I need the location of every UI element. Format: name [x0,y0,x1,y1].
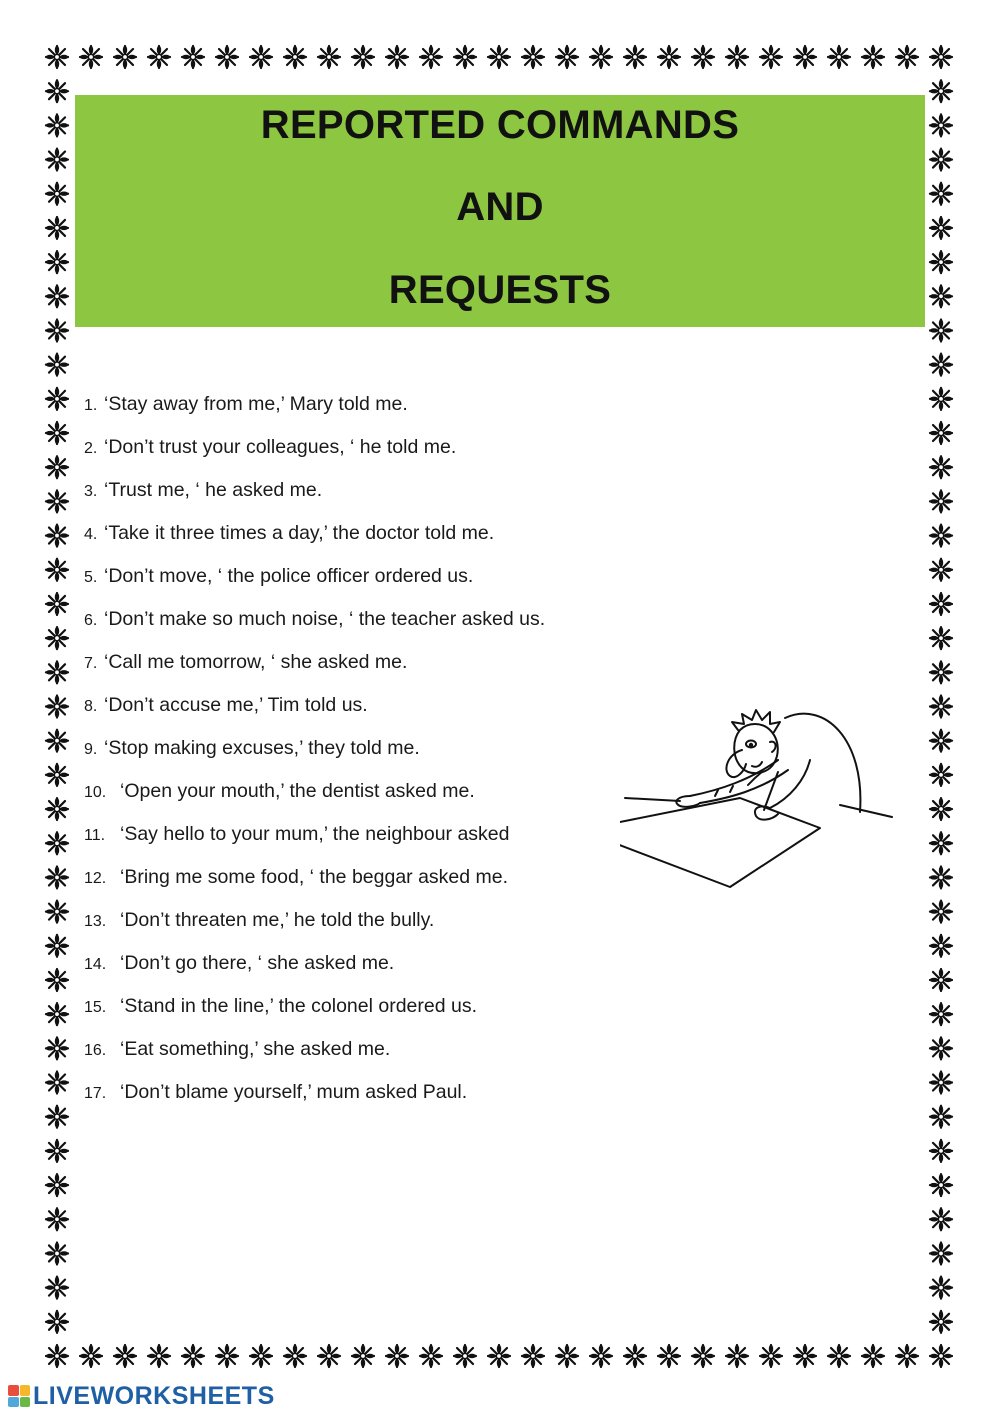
sentence-number: 12. [84,870,107,887]
asterisk-flower-icon [46,1174,68,1196]
asterisk-flower-icon [930,1174,952,1196]
asterisk-flower-icon [46,524,68,546]
asterisk-flower-icon [930,935,952,957]
asterisk-flower-icon [930,1037,952,1059]
asterisk-flower-icon [930,559,952,581]
asterisk-flower-icon [46,1037,68,1059]
asterisk-flower-icon [930,661,952,683]
asterisk-flower-icon [46,456,68,478]
asterisk-flower-icon [658,1345,680,1367]
sentence-number: 2. [84,440,98,457]
asterisk-flower-icon [46,285,68,307]
sentence-text: ‘Say hello to your mum,’ the neighbour asked [120,823,510,845]
asterisk-flower-icon [930,832,952,854]
asterisk-flower-icon [46,1140,68,1162]
title-line-1: REPORTED COMMANDS [260,103,740,147]
title-line-3: REQUESTS [388,268,612,312]
asterisk-flower-icon [488,46,510,68]
asterisk-flower-icon [522,46,544,68]
sentence-number: 14. [84,956,107,973]
asterisk-flower-icon [930,1071,952,1093]
asterisk-flower-icon [760,1345,782,1367]
asterisk-flower-icon [46,148,68,170]
sentence-number: 1. [84,397,98,414]
asterisk-flower-icon [930,866,952,888]
sentence-text: ‘Don’t make so much noise, ‘ the teacher asked us. [104,608,546,630]
asterisk-flower-icon [930,1311,952,1333]
asterisk-flower-icon [46,217,68,239]
logo-squares-icon [8,1385,30,1407]
asterisk-flower-icon [930,148,952,170]
asterisk-flower-icon [46,729,68,751]
asterisk-flower-icon [80,46,102,68]
asterisk-flower-icon [46,114,68,136]
title-line-2: AND [456,185,544,229]
asterisk-flower-icon [182,1345,204,1367]
asterisk-flower-icon [930,1208,952,1230]
title-banner [75,95,925,327]
sentence-number: 8. [84,698,98,715]
sentence-number: 5. [84,569,98,586]
sentence-text: ‘Stand in the line,’ the colonel ordered us. [120,995,478,1017]
sentence-item [84,1033,604,1076]
asterisk-flower-icon [46,183,68,205]
sentence-item [84,646,604,689]
asterisk-flower-icon [930,1345,952,1367]
asterisk-flower-icon [692,1345,714,1367]
sentence-text: ‘Trust me, ‘ he asked me. [104,479,323,501]
asterisk-flower-icon [794,1345,816,1367]
sentence-number: 11. [84,827,106,844]
asterisk-flower-icon [930,80,952,102]
asterisk-flower-icon [46,832,68,854]
sentence-number: 9. [84,741,98,758]
sentence-item [84,1076,604,1119]
asterisk-flower-icon [386,1345,408,1367]
asterisk-flower-icon [930,319,952,341]
sentence-item [84,818,604,861]
asterisk-flower-icon [420,1345,442,1367]
asterisk-flower-icon [692,46,714,68]
asterisk-flower-icon [46,695,68,717]
sentence-text: ‘Don’t move, ‘ the police officer ordered us. [104,565,474,587]
asterisk-flower-icon [46,764,68,786]
asterisk-flower-icon [46,593,68,615]
asterisk-flower-icon [930,422,952,444]
sentence-number: 10. [84,784,107,801]
asterisk-flower-icon [862,1345,884,1367]
asterisk-flower-icon [930,593,952,615]
asterisk-flower-icon [250,46,272,68]
man-writing-illustration [620,700,900,890]
sentence-number: 6. [84,612,98,629]
asterisk-flower-icon [318,46,340,68]
asterisk-flower-icon [46,251,68,273]
sentence-item [84,947,604,990]
asterisk-flower-icon [624,1345,646,1367]
sentence-text: ‘Bring me some food, ‘ the beggar asked me. [120,866,509,888]
sentence-item [84,861,604,904]
asterisk-flower-icon [590,46,612,68]
asterisk-flower-icon [726,1345,748,1367]
sentence-item [84,431,604,474]
asterisk-flower-icon [726,46,748,68]
asterisk-flower-icon [930,490,952,512]
liveworksheets-logo [8,1381,275,1411]
asterisk-flower-icon [216,1345,238,1367]
asterisk-flower-icon [556,1345,578,1367]
asterisk-flower-icon [794,46,816,68]
asterisk-flower-icon [46,353,68,375]
asterisk-flower-icon [114,46,136,68]
sentence-text: ‘Stop making excuses,’ they told me. [104,737,420,759]
sentence-item [84,474,604,517]
sentence-item [84,904,604,947]
sentence-item [84,689,604,732]
sentence-number: 13. [84,913,107,930]
asterisk-flower-icon [896,46,918,68]
asterisk-flower-icon [284,46,306,68]
asterisk-flower-icon [148,1345,170,1367]
asterisk-flower-icon [46,1242,68,1264]
sentence-list [84,388,604,1119]
sentence-item [84,603,604,646]
asterisk-flower-icon [114,1345,136,1367]
sentence-item [84,517,604,560]
asterisk-flower-icon [930,251,952,273]
sentence-number: 16. [84,1042,107,1059]
asterisk-flower-icon [46,627,68,649]
asterisk-flower-icon [930,1003,952,1025]
asterisk-flower-icon [46,1208,68,1230]
sentence-number: 15. [84,999,107,1016]
sentence-text: ‘Don’t blame yourself,’ mum asked Paul. [120,1081,468,1103]
asterisk-flower-icon [352,1345,374,1367]
asterisk-flower-icon [46,490,68,512]
asterisk-flower-icon [46,319,68,341]
asterisk-flower-icon [46,46,68,68]
asterisk-flower-icon [930,285,952,307]
asterisk-flower-icon [46,1106,68,1128]
asterisk-flower-icon [46,866,68,888]
asterisk-flower-icon [624,46,646,68]
sentence-item [84,732,604,775]
asterisk-flower-icon [930,388,952,410]
sentence-item [84,560,604,603]
asterisk-flower-icon [454,46,476,68]
asterisk-flower-icon [930,46,952,68]
asterisk-flower-icon [46,1276,68,1298]
sentence-text: ‘Open your mouth,’ the dentist asked me. [120,780,475,802]
asterisk-flower-icon [930,1276,952,1298]
asterisk-flower-icon [46,900,68,922]
asterisk-flower-icon [46,661,68,683]
asterisk-flower-icon [930,1106,952,1128]
asterisk-flower-icon [284,1345,306,1367]
sentence-item [84,990,604,1033]
asterisk-flower-icon [420,46,442,68]
sentence-number: 17. [84,1085,107,1102]
asterisk-flower-icon [318,1345,340,1367]
sentence-text: ‘Take it three times a day,’ the doctor told me. [104,522,495,544]
asterisk-flower-icon [556,46,578,68]
asterisk-flower-icon [930,353,952,375]
sentence-text: ‘Call me tomorrow, ‘ she asked me. [104,651,408,673]
asterisk-flower-icon [930,183,952,205]
asterisk-flower-icon [352,46,374,68]
asterisk-flower-icon [930,764,952,786]
asterisk-flower-icon [930,456,952,478]
asterisk-flower-icon [930,695,952,717]
asterisk-flower-icon [896,1345,918,1367]
sentence-item [84,388,604,431]
asterisk-flower-icon [862,46,884,68]
sentence-number: 7. [84,655,98,672]
asterisk-flower-icon [46,559,68,581]
asterisk-flower-icon [828,1345,850,1367]
asterisk-flower-icon [454,1345,476,1367]
asterisk-flower-icon [488,1345,510,1367]
sentence-number: 3. [84,483,98,500]
asterisk-flower-icon [46,422,68,444]
sentence-text: ‘Don’t go there, ‘ she asked me. [120,952,395,974]
asterisk-flower-icon [46,798,68,820]
sentence-item [84,775,604,818]
sentence-text: ‘Stay away from me,’ Mary told me. [104,393,408,415]
asterisk-flower-icon [46,1071,68,1093]
asterisk-flower-icon [760,46,782,68]
asterisk-flower-icon [46,388,68,410]
asterisk-flower-icon [930,217,952,239]
asterisk-flower-icon [930,114,952,136]
asterisk-flower-icon [46,1003,68,1025]
asterisk-flower-icon [46,1345,68,1367]
asterisk-flower-icon [182,46,204,68]
asterisk-flower-icon [828,46,850,68]
sentence-number: 4. [84,526,98,543]
asterisk-flower-icon [216,46,238,68]
logo-text: LIVEWORKSHEETS [33,1381,275,1410]
asterisk-flower-icon [590,1345,612,1367]
asterisk-flower-icon [658,46,680,68]
asterisk-flower-icon [46,1311,68,1333]
sentence-text: ‘Don’t threaten me,’ he told the bully. [120,909,435,931]
sentence-text: ‘Don’t trust your colleagues, ‘ he told me. [104,436,457,458]
asterisk-flower-icon [930,729,952,751]
asterisk-flower-icon [148,46,170,68]
asterisk-flower-icon [80,1345,102,1367]
asterisk-flower-icon [46,969,68,991]
asterisk-flower-icon [930,1242,952,1264]
asterisk-flower-icon [46,80,68,102]
asterisk-flower-icon [930,627,952,649]
asterisk-flower-icon [386,46,408,68]
sentence-text: ‘Eat something,’ she asked me. [120,1038,391,1060]
asterisk-flower-icon [930,798,952,820]
asterisk-flower-icon [522,1345,544,1367]
asterisk-flower-icon [46,935,68,957]
asterisk-flower-icon [930,1140,952,1162]
asterisk-flower-icon [930,900,952,922]
asterisk-flower-icon [930,524,952,546]
asterisk-flower-icon [930,969,952,991]
asterisk-flower-icon [250,1345,272,1367]
sentence-text: ‘Don’t accuse me,’ Tim told us. [104,694,368,716]
